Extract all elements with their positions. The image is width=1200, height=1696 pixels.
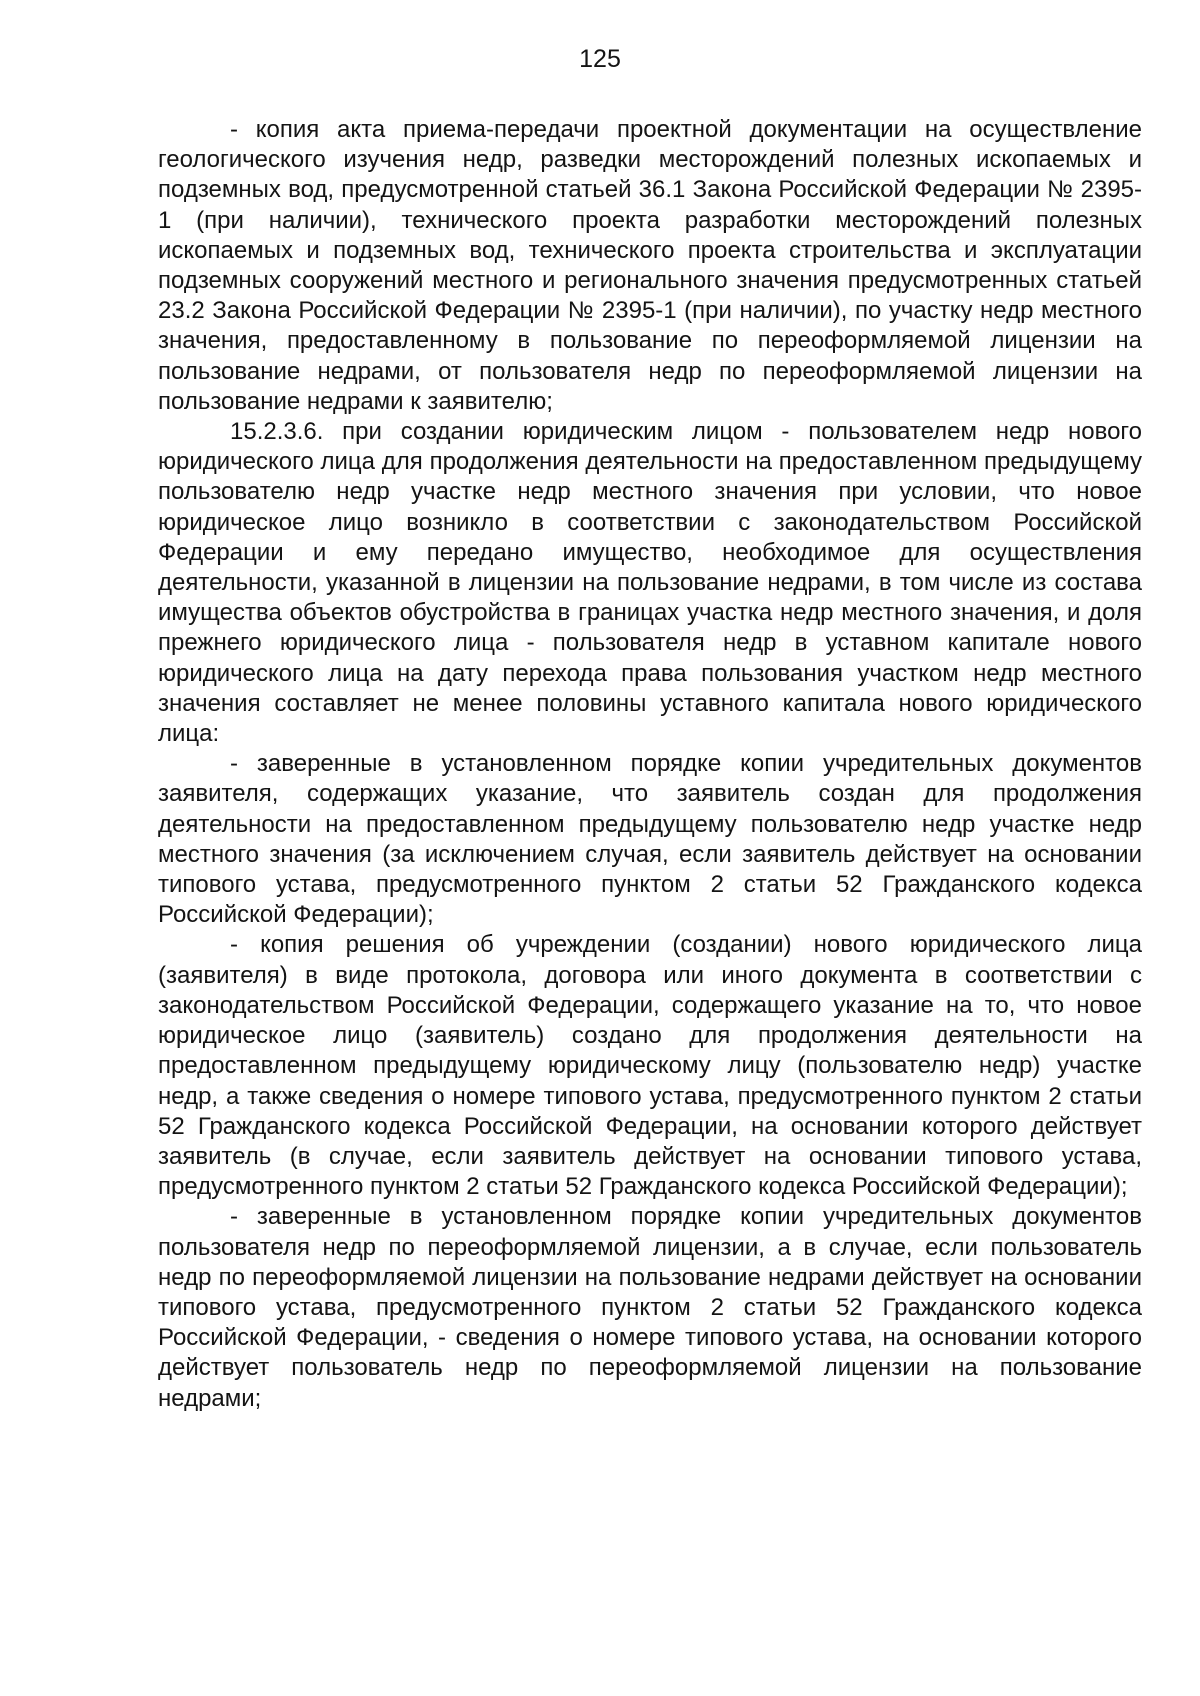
paragraph-15-2-3-6: 15.2.3.6. при создании юридическим лицом - пользователем недр нового юридического лица для продолжения деятельности на предоставленном предыдущему пользователю недр участке недр местного значения при условии, что новое юридическое лицо возникло в соответствии с законодательством Российской Федерации и ему передано имущество, необходимое для осуществления деятельности, указанной в лицензии на пользование недрами, в том числе из состава имущества объектов обустройства в границах участка недр местного значения, и доля прежнего юридического лица - пользователя недр в уставном капитале нового юридического лица на дату перехода права пользования участком недр местного значения составляет не менее половины уставного капитала нового юридического лица: <box>158 418 1142 748</box>
paragraph-establishment-decision: - копия решения об учреждении (создании) нового юридического лица (заявителя) в виде протокола, договора или иного документа в соответствии с законодательством Российской Федерации, содержащего указание на то, что новое юридическое лицо (заявитель) создано для продолжения деятельности на предоставленном предыдущему юридическому лицу (пользователю недр) участке недр, а также сведения о номере типового устава, предусмотренного пунктом 2 статьи 52 Гражданского кодекса Российской Федерации, на основании которого действует заявитель (в случае, если заявитель действует на основании типового устава, предусмотренного пунктом 2 статьи 52 Гражданского кодекса Российской Федерации); <box>158 931 1142 1201</box>
paragraph-founding-documents: - заверенные в установленном порядке копии учредительных документов заявителя, содержащих указание, что заявитель создан для продолжения деятельности на предоставленном предыдущему пользователю недр участке недр местного значения (за исключением случая, если заявитель действует на основании типового устава, предусмотренного пунктом 2 статьи 52 Гражданского кодекса Российской Федерации); <box>158 750 1142 929</box>
page-number: 125 <box>579 45 621 73</box>
document-body <box>158 115 1142 1414</box>
paragraph-subsoil-user-documents: - заверенные в установленном порядке копии учредительных документов пользователя недр по переоформляемой лицензии, а в случае, если пользователь недр по переоформляемой лицензии на пользование недрами действует на основании типового устава, предусмотренного пунктом 2 статьи 52 Гражданского кодекса Российской Федерации, - сведения о номере типового устава, на основании которого действует пользователь недр по переоформляемой лицензии на пользование недрами; <box>158 1203 1142 1412</box>
paragraph-act-copy: - копия акта приема-передачи проектной документации на осуществление геологического изучения недр, разведки месторождений полезных ископаемых и подземных вод, предусмотренной статьей 36.1 Закона Российской Федерации № 2395-1 (при наличии), технического проекта разработки месторождений полезных ископаемых и подземных вод, технического проекта строительства и эксплуатации подземных сооружений местного и регионального значения предусмотренных статьей 23.2 Закона Российской Федерации № 2395-1 (при наличии), по участку недр местного значения, предоставленному в пользование по переоформляемой лицензии на пользование недрами, от пользователя недр по переоформляемой лицензии на пользование недрами к заявителю; <box>158 116 1142 415</box>
